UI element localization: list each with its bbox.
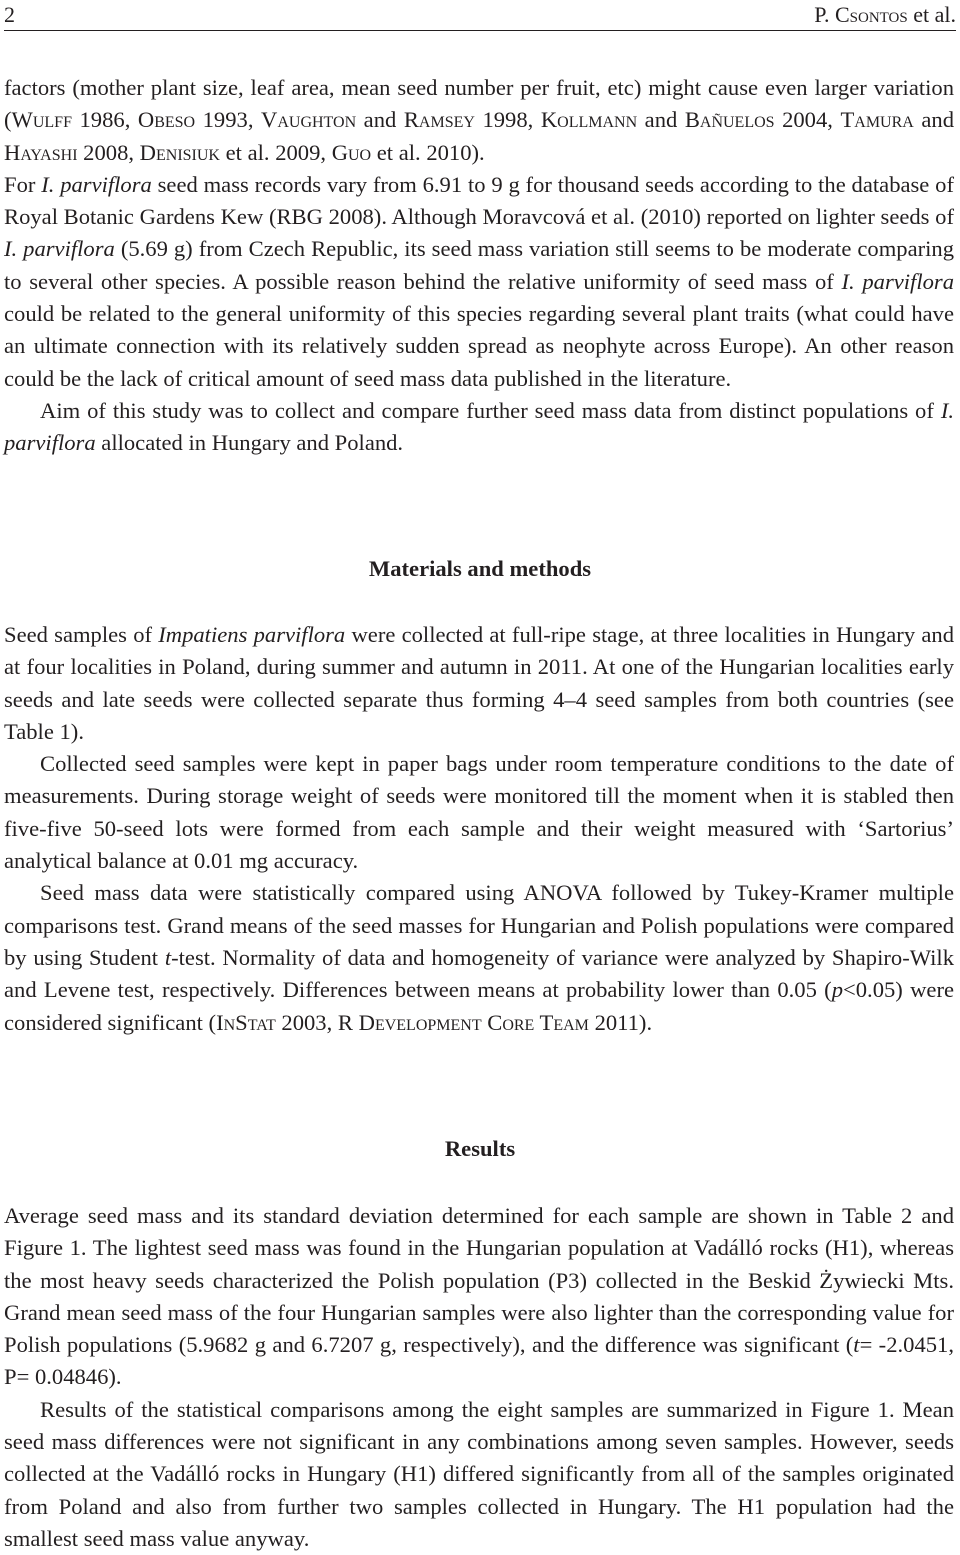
methods-paragraph-1 [4, 619, 954, 748]
running-head-suffix: et al. [907, 2, 956, 27]
text-run: Seed mass data were statistically compared using ANOVA followed by Tukey-Kramer multiple comparisons test. Grand means of the seed masses for Hungarian and Polish populations were compared by using Student [4, 880, 954, 970]
methods-paragraph-2: Collected seed samples were kept in paper bags under room temperature conditions to the date of measurements. During storage weight of seeds were monitored till the moment when it is stabled then five-five 50-seed lots were formed from each sample and their weight measured with ‘Sartorius’ analytical balance at 0.01 mg accuracy. [4, 751, 954, 874]
statistic-symbol: t [164, 944, 172, 970]
intro-paragraph-3 [4, 395, 954, 460]
methods-section [4, 619, 954, 1039]
author-citation: R Development Core Team [337, 1009, 589, 1035]
section-heading-methods: Materials and methods [368, 556, 592, 581]
author-citation: Tamura [840, 107, 914, 133]
author-citation: Obeso [137, 107, 196, 133]
text-run: et al. 2010). [371, 139, 485, 165]
text-run: Average seed mass and its standard deviation determined for each sample are shown in Table 2 and Figure 1. The lightest seed mass was found in the Hungarian population at Vadálló rocks (H1), whereas the most heavy seeds characterized the Polish population (P3) collected in the Beskid Żywiecki Mts. Grand mean seed mass of the four Hungarian samples were also lighter than the corresponding value for Polish populations (5.9682 g and 6.7207 g, respectively), and the difference was significant ( [4, 1203, 954, 1358]
text-run: = -2.0451, P= 0.04846). [4, 1332, 954, 1390]
running-head [814, 2, 956, 28]
species-name: I. parviflora [41, 171, 152, 197]
text-run: and [356, 107, 404, 133]
text-run: (5.69 g) from Czech Republic, its seed mass variation still seems to be moderate comparing to several other species. A possible reason behind the relative uniformity of seed mass of [4, 236, 954, 294]
methods-paragraph-3 [4, 877, 954, 1038]
author-citation: Vaughton [261, 107, 357, 133]
author-citation: Hayashi [4, 139, 78, 165]
species-name: I. parviflora [841, 268, 954, 294]
text-run: 2011). [588, 1009, 653, 1035]
text-run: 1993, [195, 107, 262, 133]
text-run: Seed samples of [4, 622, 159, 647]
text-run: et al. 2009, [219, 139, 332, 165]
text-run: 1986, [71, 107, 138, 133]
statistic-symbol: t [853, 1332, 860, 1358]
author-citation: Kollmann [540, 107, 638, 133]
text-run: 2003, [275, 1009, 338, 1035]
results-paragraph-2: Results of the statistical comparisons among the eight samples are summarized in Figure 1. Mean seed mass differences were not significant in any combinations among seven samples. However, seeds collected at the Vadálló rocks in Hungary (H1) differed significantly from all of the samples originated from Poland and also from further two samples collected in Hungary. The H1 population had the smallest seed mass value anyway. [4, 1396, 954, 1551]
intro-paragraph-1 [4, 72, 954, 169]
text-run: For [4, 171, 42, 197]
text-run: Aim of this study was to collect and compare further seed mass data from distinct populations of [40, 397, 941, 423]
text-run: could be related to the general uniformity of this species regarding several plant traits (what could have an ultimate connection with its relatively sudden spread as neophyte across Europe). An other reason could be the lack of critical amount of seed mass data published in the literature. [4, 301, 954, 391]
species-name: I. parviflora [4, 236, 115, 262]
text-run: were collected at full-ripe stage, at three localities in Hungary and at four localities in Poland, during summer and autumn in 2011. At one of the Hungarian localities early seeds and late seeds were collected separate thus forming 4–4 seed samples from both countries (see Table 1). [4, 622, 954, 744]
text-run: allocated in Hungary and Poland. [95, 430, 404, 456]
text-run: 2004, [774, 107, 841, 133]
intro-section [4, 72, 954, 460]
species-name: I. parviflora [4, 397, 954, 456]
species-name: Impatiens parviflora [158, 622, 346, 647]
text-run: 2008, [77, 139, 140, 165]
text-run: and [637, 107, 685, 133]
text-run: <0.05) were considered significant ( [4, 977, 955, 1035]
running-head-initial: P. [814, 2, 835, 27]
running-head-author: Csontos [834, 2, 908, 27]
text-run: and [913, 107, 954, 133]
section-heading-results: Results [444, 1136, 516, 1161]
author-citation: Denisiuk [139, 139, 220, 165]
author-citation: Bañuelos [684, 107, 775, 133]
author-citation: Guo [331, 139, 372, 165]
author-citation: Ramsey [403, 107, 475, 133]
author-citation: Wulff [11, 107, 72, 133]
text-run: factors (mother plant size, leaf area, mean seed number per fruit, etc) might cause even larger variation ( [4, 75, 954, 133]
results-paragraph-1 [4, 1200, 954, 1394]
page-header [4, 2, 956, 31]
author-citation: InStat [216, 1009, 276, 1035]
page-number: 2 [4, 2, 15, 27]
results-section [4, 1200, 954, 1555]
intro-paragraph-2 [4, 169, 954, 395]
text-run: seed mass records vary from 6.91 to 9 g for thousand seeds according to the database of Royal Botanic Gardens Kew (RBG 2008). Although Moravcová et al. (2010) reported on lighter seeds of [4, 171, 954, 230]
text-run: -test. Normality of data and homogeneity of variance were analyzed by Shapiro-Wilk and Levene test, respectively. Differences between means at probability lower than 0.05 ( [4, 944, 954, 1003]
statistic-symbol: p [831, 977, 844, 1003]
text-run: 1998, [474, 107, 541, 133]
